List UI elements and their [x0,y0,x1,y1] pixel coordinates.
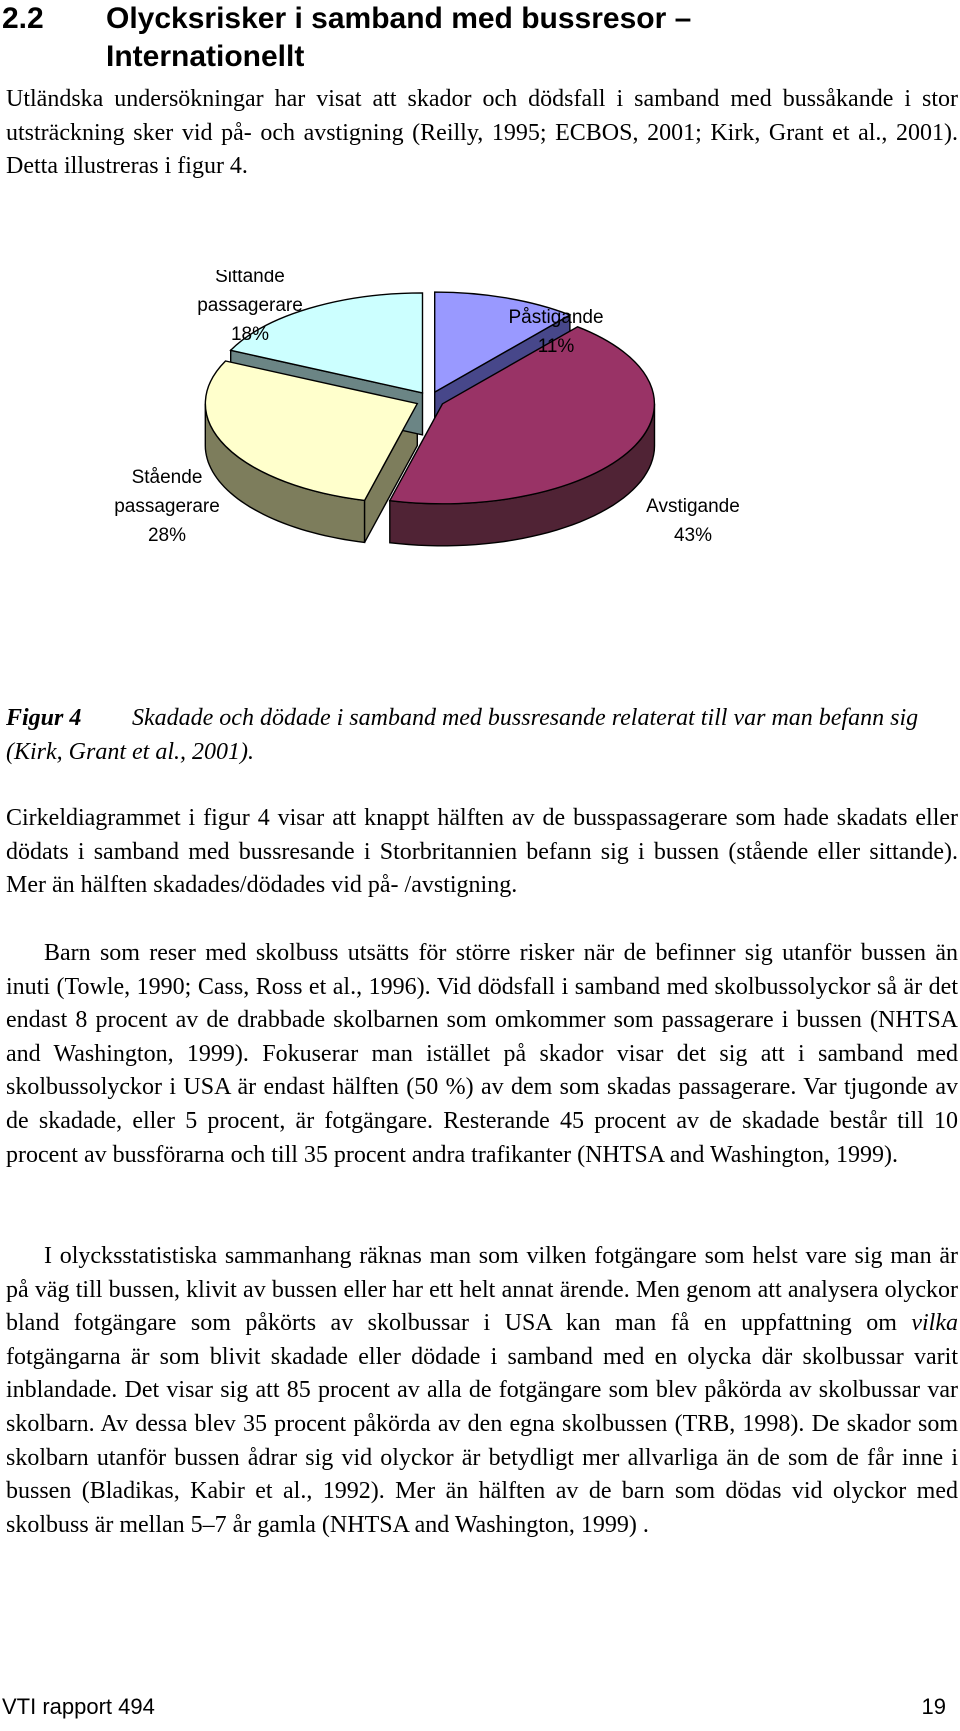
body-paragraph-3 [6,1240,958,1542]
body-paragraph-3-part2: fotgängarna är som blivit skadade eller dödade i samband med en olycka där skolbussar varit inblandade. Det visar sig att 85 procent av alla de fotgängare som blev påkörda av skolbussar var skolbarn. Av dessa blev 35 procent påkörda av den egna skolbussen (TRB, 1998). De skador som skolbarn utanför bussen ådrar sig vid olyckor är betydligt mer allvarliga än de som de får inne i bussen (Bladikas, Kabir et al., 1992). Mer än hälften av de barn som dödas vid olyckor med skolbuss är mellan 5–7 år gamla (NHTSA and Washington, 1999) . [6,1343,958,1538]
figure-label: Figur 4 [6,705,82,731]
body-paragraph-1: Cirkeldiagrammet i figur 4 visar att knappt hälften av de busspassagerare som hade skadats eller dödats i samband med bussresande i Storbritannien befann sig i bussen (stående eller sittande). Mer än hälften skadades/dödades vid på- /avstigning. [6,805,958,899]
pie-label-avstigande: Avstigande 43% [646,496,740,546]
section-title-line1: Olycksrisker i samband med bussresor – [106,2,692,35]
pie-label-sittande-passagerare: Sittande passagerare 18% [197,270,303,345]
pie-chart [0,270,960,600]
intro-paragraph: Utländska undersökningar har visat att skador och dödsfall i samband med bussåkande i stor utsträckning sker vid på- och avstigning (Reilly, 1995; ECBOS, 2001; Kirk, Grant et al., 2001). Detta illustreras i figur 4. [6,86,958,180]
pie-label-p-stigande: Påstigande 11% [508,307,604,357]
section-heading [2,0,942,76]
figure-caption-text: Skadade och dödade i samband med bussresande relaterat till var man befann sig (Kirk, Grant et al., 2001). [6,705,919,765]
emphasis-text: vilka [911,1310,958,1337]
footer-page-number: 19 [921,1694,946,1719]
pie-label-st-ende-passagerare: Stående passagerare 28% [114,467,220,546]
section-title-line2: Internationellt [106,40,305,73]
figure-caption [6,701,956,769]
section-number: 2.2 [2,2,44,35]
body-paragraph-2: Barn som reser med skolbuss utsätts för större risker när de befinner sig utanför bussen än inuti (Towle, 1990; Cass, Ross et al., 1996). Vid dödsfall i samband med skolbussolyckor så är det endast 8 procent av de drabbade skolbarnen som omkommer som passagerare i bussen (NHTSA and Washington, 1999). Fokuserar man istället på skador visar det sig att i samband med skolbussolyckor i USA är endast hälften (50 %) av dem som skadas passagerare. Var tjugonde av de skadade, eller 5 procent, är fotgängare. Resterande 45 procent av de skadade består till 10 procent av bussförarna och till 35 procent andra trafikanter (NHTSA and Washington, 1999). [6,940,958,1168]
body-paragraph-3-part1: I olycksstatistiska sammanhang räknas man som vilken fotgängare som helst vare sig man är på väg till bussen, klivit av bussen eller har ett helt annat ärende. Men genom att analysera olyckor bland fotgängare som påkörts av skolbussar i USA kan man få en uppfattning om [6,1243,958,1337]
footer-report-name: VTI rapport 494 [2,1694,155,1719]
